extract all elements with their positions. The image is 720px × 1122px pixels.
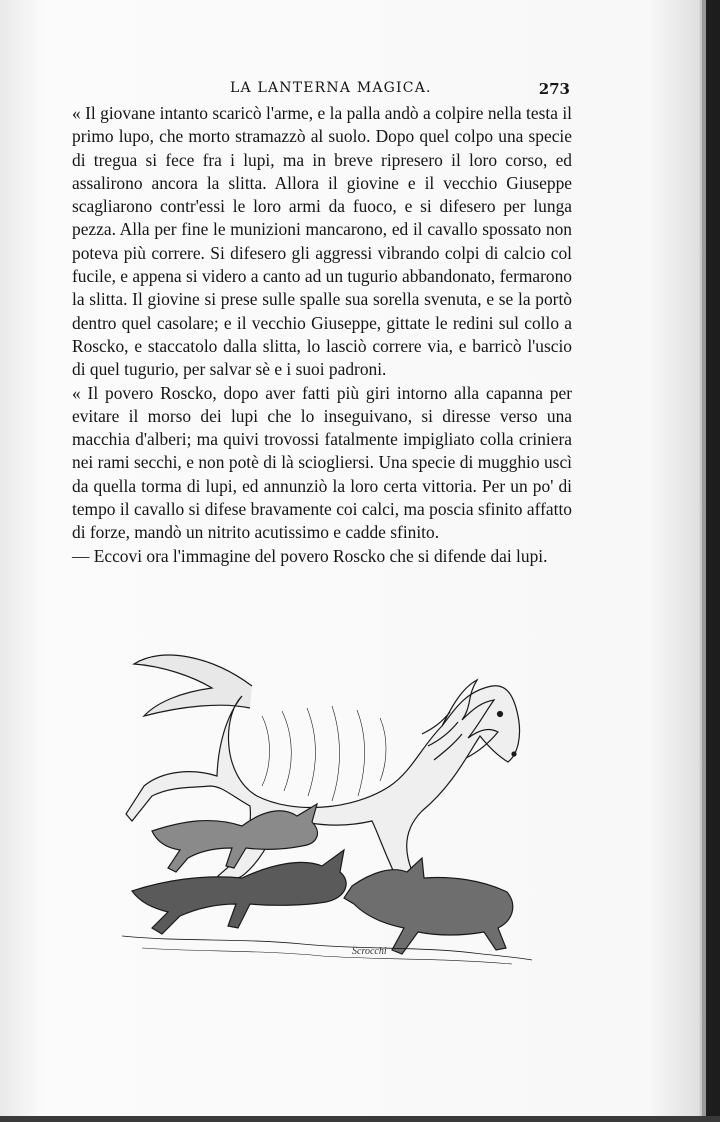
body-text: [72, 102, 572, 568]
running-title: LA LANTERNA MAGICA.: [230, 80, 432, 96]
page-header: [72, 80, 570, 100]
paragraph-2: « Il povero Roscko, dopo aver fatti più giri intorno alla capanna per evitare il morso dei lupi che lo inseguivano, si diresse verso una macchia d'alberi; ma quivi trovossi fatalmente impigliato colla criniera nei rami secchi, e non potè di là sciogliersi. Una specie di mugghio uscì da quella torma di lupi, ed annunziò la loro certa vittoria. Per un po' di tempo il cavallo si difese bravamente coi calci, ma poscia sfinito affatto di forze, mandò un nitrito acutissimo e cadde sfinito.: [72, 382, 572, 543]
paragraph-3: — Eccovi ora l'immagine del povero Roscko che si difende dai lupi.: [72, 545, 548, 566]
bottom-edge: [0, 1116, 720, 1122]
paragraph-1: « Il giovane intanto scaricò l'arme, e la palla andò a colpire nella testa il primo lupo, che morto stramazzò al suolo. Dopo quel colpo una specie di tregua si fece fra i lupi, ma in breve ripresero il loro corso, ed assalirono ancora la slitta. Allora il giovine e il vecchio Giuseppe scagliarono contr'essi le loro armi da fuoco, e si difesero per lunga pezza. Alla per fine le munizioni mancarono, ed il cavallo spossato non poteva più correre. Si difesero gli aggressi vibrando colpi di calcio col fucile, e appena si videro a canto ad un tugurio abbandonato, fermarono la slitta. Il giovine si prese sulle spalle sua sorella svenuta, e se la portò dentro quel casolare; e il vecchio Giuseppe, gittate le redini sul collo a Roscko, e staccatolo dalla slitta, lo lasciò correre via, e barricò l'uscio di quel tugurio, per salvar sè e i suoi padroni.: [72, 103, 572, 380]
book-spine: [706, 0, 720, 1122]
page-number: 273: [538, 80, 570, 98]
engraving-signature: Scrocchi: [352, 946, 387, 957]
engraving-horse-and-wolves: [122, 636, 532, 966]
